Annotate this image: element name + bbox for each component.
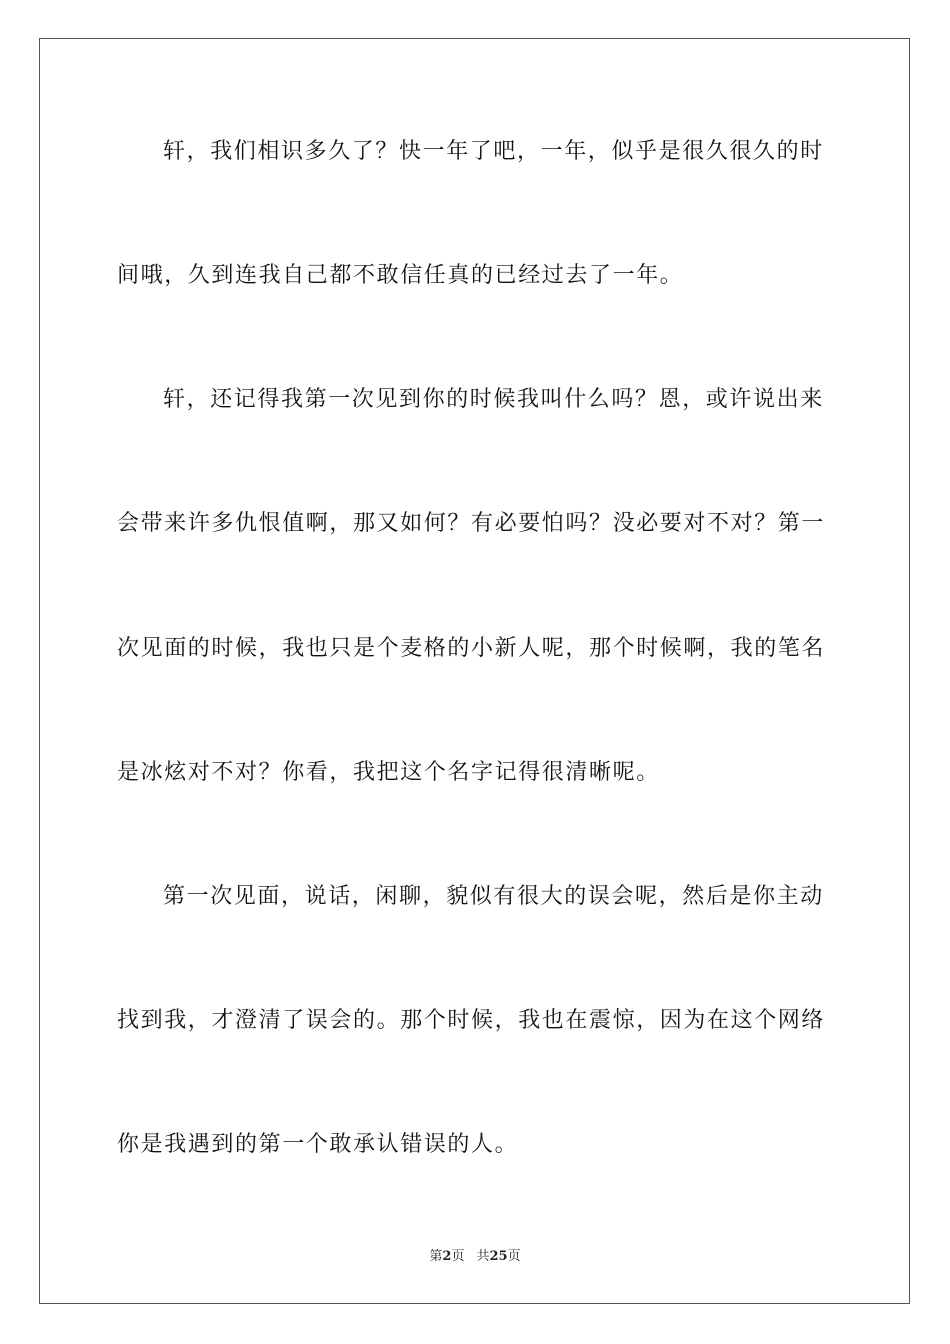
paragraph-3-line-3: 你是我遇到的第一个敢承认错误的人。 (117, 1132, 519, 1157)
footer-page-prefix: 第 (429, 1249, 443, 1264)
page-footer (0, 1248, 950, 1266)
paragraph-2-line-3: 次见面的时候，我也只是个麦格的小新人呢，那个时候啊，我的笔名 (117, 636, 826, 661)
paragraph-2-line-4: 是冰炫对不对？你看，我把这个名字记得很清晰呢。 (117, 760, 660, 785)
paragraph-2-line-2: 会带来许多仇恨值啊，那又如何？有必要怕吗？没必要对不对？第一 (117, 511, 826, 536)
paragraph-3-line-1: 第一次见面，说话，闲聊，貌似有很大的误会呢，然后是你主动 (163, 884, 824, 909)
footer-total-number: 25 (489, 1249, 508, 1264)
paragraph-1-line-1: 轩，我们相识多久了？快一年了吧，一年，似乎是很久很久的时 (163, 139, 824, 164)
footer-page-number: 2 (442, 1249, 452, 1264)
paragraph-2-line-1: 轩，还记得我第一次见到你的时候我叫什么吗？恩，或许说出来 (163, 387, 824, 412)
footer-total-prefix: 共 (476, 1249, 490, 1264)
page-border (39, 38, 910, 1304)
paragraph-1-line-2: 间哦，久到连我自己都不敢信任真的已经过去了一年。 (117, 263, 684, 288)
footer-total-suffix: 页 (507, 1249, 521, 1264)
footer-page-suffix: 页 (451, 1249, 465, 1264)
paragraph-3-line-2: 找到我，才澄清了误会的。那个时候，我也在震惊，因为在这个网络 (117, 1008, 826, 1033)
